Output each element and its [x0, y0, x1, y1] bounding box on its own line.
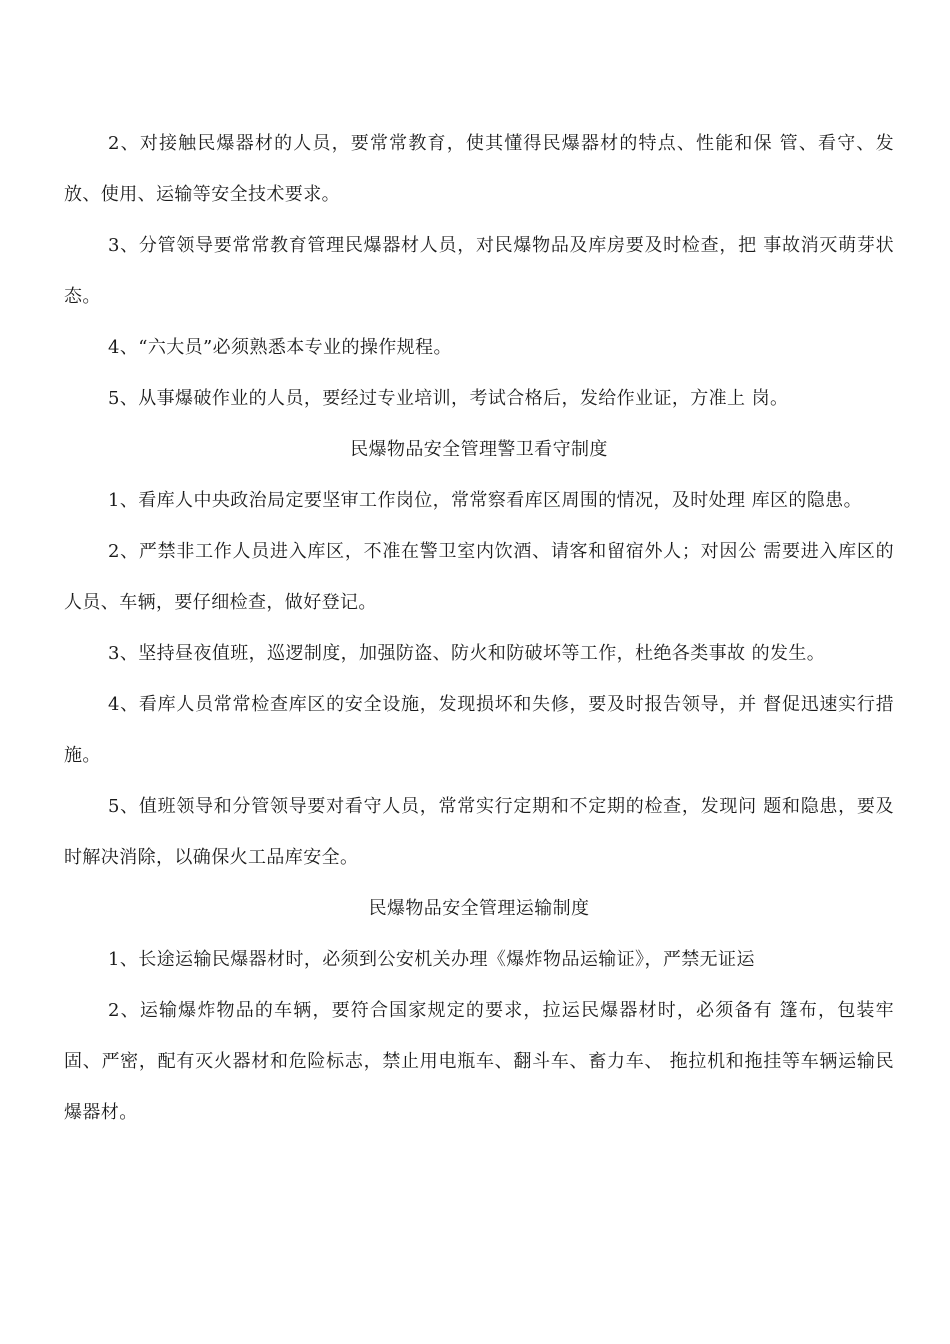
paragraph-s1-2: 2、对接触民爆器材的人员，要常常教育，使其懂得民爆器材的特点、性能和保 管、看守、发放、使用、运输等安全技术要求。: [64, 133, 894, 205]
section-heading-guard: 民爆物品安全管理警卫看守制度: [350, 439, 608, 460]
paragraph-s2-5: 5、值班领导和分管领导要对看守人员，常常实行定期和不定期的检查，发现问 题和隐患，要及时解决消除，以确保火工品库安全。: [64, 796, 894, 868]
paragraph-s2-2: 2、严禁非工作人员进入库区，不准在警卫室内饮酒、请客和留宿外人；对因公 需要进入库区的人员、车辆，要仔细检查，做好登记。: [64, 541, 894, 613]
paragraph-s1-4: 4、“六大员”必须熟悉本专业的操作规程。: [108, 337, 452, 358]
paragraph-s2-3: 3、坚持昼夜值班，巡逻制度，加强防盗、防火和防破坏等工作，杜绝各类事故 的发生。: [108, 643, 826, 664]
paragraph-s3-2: 2、运输爆炸物品的车辆，要符合国家规定的要求，拉运民爆器材时，必须备有 篷布，包装牢固、严密，配有灭火器材和危险标志，禁止用电瓶车、翻斗车、畜力车、 拖拉机和拖挂等车辆运输民爆器材。: [64, 1000, 894, 1123]
paragraph-s1-3: 3、分管领导要常常教育管理民爆器材人员，对民爆物品及库房要及时检查，把 事故消灭萌芽状态。: [64, 235, 894, 307]
paragraph-s2-4: 4、看库人员常常检查库区的安全设施，发现损坏和失修，要及时报告领导，并 督促迅速实行措施。: [64, 694, 894, 766]
paragraph-s3-1: 1、长途运输民爆器材时，必须到公安机关办理《爆炸物品运输证》，严禁无证运: [108, 949, 755, 970]
paragraph-s1-5: 5、从事爆破作业的人员，要经过专业培训，考试合格后，发给作业证，方准上 岗。: [108, 388, 789, 409]
section-heading-transport: 民爆物品安全管理运输制度: [368, 898, 590, 919]
document-body: [64, 118, 894, 1138]
paragraph-s2-1: 1、看库人中央政治局定要坚审工作岗位，常常察看库区周围的情况，及时处理 库区的隐患。: [108, 490, 862, 511]
